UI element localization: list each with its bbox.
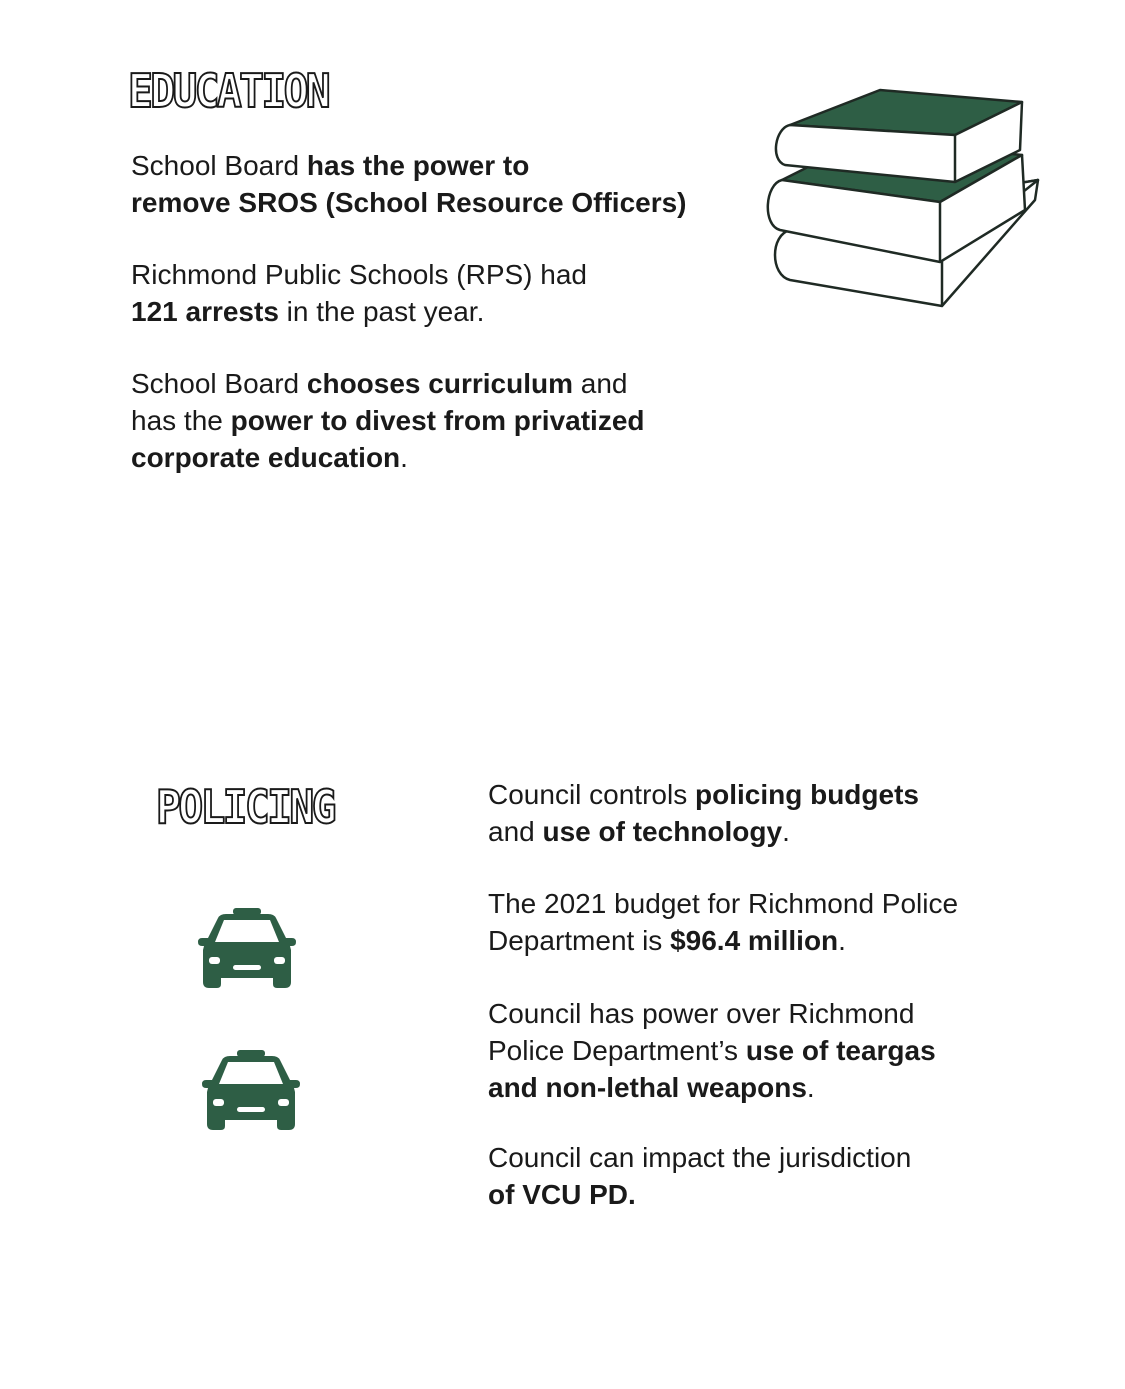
- bold-span: use of teargas: [745, 1035, 936, 1066]
- bold-span: power to divest from privatized: [230, 405, 645, 436]
- books-icon: [760, 80, 1045, 310]
- text-span: .: [838, 925, 846, 956]
- education-paragraph-sro: [131, 147, 751, 221]
- text-span: Richmond Public Schools (RPS) had: [131, 259, 587, 290]
- text-span: Council has power over Richmond: [488, 998, 915, 1029]
- bold-span: use of technology: [542, 816, 783, 847]
- bold-span: policing budgets: [694, 779, 919, 810]
- policing-paragraph-teargas: [488, 995, 1068, 1106]
- bold-span: remove SROS (School Resource Officers): [131, 187, 687, 218]
- bold-span: chooses curriculum: [306, 368, 573, 399]
- education-heading: EDUCATION: [128, 64, 329, 118]
- text-span: and: [488, 816, 543, 847]
- text-span: .: [806, 1072, 815, 1103]
- text-span: has the: [131, 405, 231, 436]
- bold-span: 121 arrests: [131, 296, 279, 327]
- bold-span: and non-lethal weapons: [488, 1072, 807, 1103]
- text-span: in the past year.: [278, 296, 485, 327]
- bold-span: corporate education: [131, 442, 401, 473]
- education-paragraph-curriculum: [131, 365, 751, 476]
- bold-span: has the power to: [306, 150, 530, 181]
- text-span: The 2021 budget for Richmond Police: [488, 888, 959, 919]
- text-span: Council can impact the jurisdiction: [488, 1142, 912, 1173]
- text-span: School Board: [131, 368, 307, 399]
- education-paragraph-arrests: [131, 256, 751, 330]
- text-span: School Board: [131, 150, 307, 181]
- text-span: Police Department’s: [488, 1035, 746, 1066]
- policing-paragraph-budgets: [488, 776, 1068, 850]
- text-span: Department is: [488, 925, 671, 956]
- car-icon: [196, 906, 298, 990]
- policing-paragraph-vcu: [488, 1139, 1068, 1213]
- policing-heading: POLICING: [156, 780, 334, 834]
- bold-span: $96.4 million: [670, 925, 839, 956]
- text-span: .: [400, 442, 408, 473]
- text-span: .: [782, 816, 790, 847]
- text-span: Council controls: [488, 779, 695, 810]
- text-span: and: [572, 368, 628, 399]
- policing-paragraph-budget-amount: [488, 885, 1068, 959]
- car-icon: [200, 1048, 302, 1132]
- bold-span: of VCU PD.: [488, 1179, 636, 1210]
